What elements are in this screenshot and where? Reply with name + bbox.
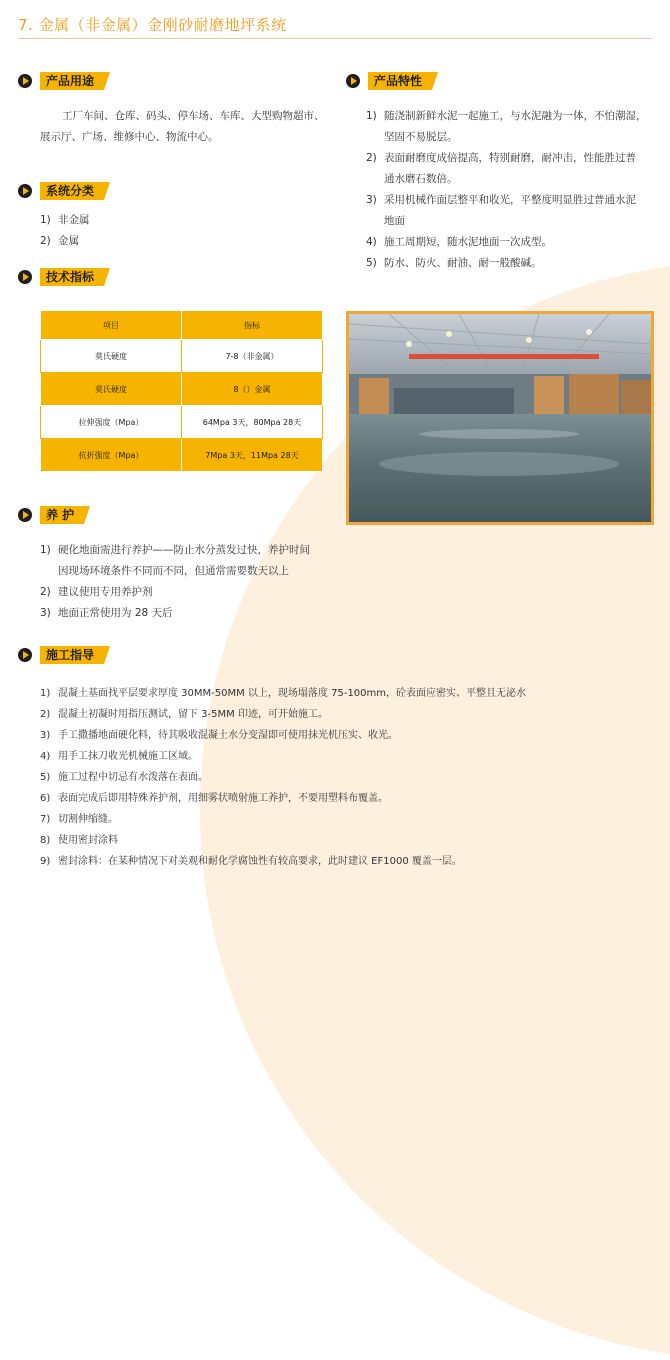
play-bullet-icon bbox=[18, 270, 32, 284]
title-divider bbox=[18, 38, 652, 39]
play-bullet-icon bbox=[18, 508, 32, 522]
table-row bbox=[41, 373, 323, 406]
list-item: 1) 混凝土基面找平层要求厚度 30MM-50MM 以上，现场塌落度 75-100mm，砼表面应密实、平整且无泌水 bbox=[40, 688, 527, 699]
section-construction-tag: 施工指导 bbox=[40, 646, 104, 664]
table-cell: 拉伸强度（Mpa） bbox=[41, 406, 182, 439]
list-item: 4) 施工周期短，随水泥地面一次成型。 bbox=[366, 236, 552, 248]
play-bullet-icon bbox=[346, 74, 360, 88]
factory-floor-photo bbox=[346, 311, 654, 525]
play-bullet-icon bbox=[18, 74, 32, 88]
section-classification-tag: 系统分类 bbox=[40, 182, 104, 200]
list-item: 6) 表面完成后即用特殊养护剂，用细雾状喷射施工养护，不要用塑料布覆盖。 bbox=[40, 793, 388, 804]
construction-list bbox=[40, 683, 650, 872]
table-cell: 莫氏硬度 bbox=[41, 340, 182, 373]
section-features-header bbox=[346, 72, 432, 90]
list-item: 8) 使用密封涂料 bbox=[40, 835, 118, 846]
usage-line-1: 工厂车间、仓库、码头、停车场、车库、大型购物超市、 bbox=[62, 110, 325, 122]
section-usage-header bbox=[18, 72, 104, 90]
list-item: 9) 密封涂料：在某种情况下对美观和耐化学腐蚀性有较高要求，此时建议 EF1000 覆盖一层。 bbox=[40, 856, 462, 867]
page-title: 7. 金属（非金属）金刚砂耐磨地坪系统 bbox=[18, 16, 287, 34]
list-item: 7) 切割伸缩缝。 bbox=[40, 814, 118, 825]
list-item-continuation: 坚固不易脱层。 bbox=[384, 131, 458, 143]
section-classification-header bbox=[18, 182, 104, 200]
table-header-row bbox=[41, 311, 323, 340]
section-tech-header bbox=[18, 268, 104, 286]
section-tech-tag: 技术指标 bbox=[40, 268, 104, 286]
table-cell: 抗折强度（Mpa） bbox=[41, 439, 182, 472]
list-item: 3) 手工撒播地面硬化料，待其吸收混凝土水分变湿即可使用抹光机压实、收光。 bbox=[40, 730, 398, 741]
list-item: 1) 硬化地面需进行养护——防止水分蒸发过快，养护时间 bbox=[40, 544, 310, 556]
list-item: 3) 地面正常使用为 28 天后 bbox=[40, 607, 173, 619]
list-item: 2) 建议使用专用养护剂 bbox=[40, 586, 153, 598]
list-item: 2) 金属 bbox=[40, 235, 79, 247]
features-list bbox=[366, 106, 656, 274]
table-cell: 8（）金属 bbox=[182, 373, 323, 406]
list-item: 2) 表面耐磨度成倍提高，特别耐磨，耐冲击，性能胜过普 bbox=[366, 152, 636, 164]
section-construction-header bbox=[18, 646, 104, 664]
list-item: 4) 用手工抹刀收光机械施工区域。 bbox=[40, 751, 198, 762]
section-maintenance-tag: 养 护 bbox=[40, 506, 84, 524]
tech-spec-table bbox=[40, 310, 323, 472]
play-bullet-icon bbox=[18, 184, 32, 198]
list-item-continuation: 通水磨石数倍。 bbox=[384, 173, 458, 185]
table-row bbox=[41, 340, 323, 373]
table-row bbox=[41, 439, 323, 472]
list-item: 2) 混凝土初凝时用指压测试，留下 3-5MM 印迹，可开始施工。 bbox=[40, 709, 328, 720]
usage-line-2: 展示厅、广场、维修中心、物流中心。 bbox=[40, 131, 219, 143]
table-cell: 7-8（非金属） bbox=[182, 340, 323, 373]
table-header-cell: 项目 bbox=[41, 311, 182, 340]
table-header-cell: 指标 bbox=[182, 311, 323, 340]
maintenance-list bbox=[40, 540, 360, 624]
warehouse-illustration bbox=[349, 314, 651, 522]
table-cell: 64Mpa 3天，80Mpa 28天 bbox=[182, 406, 323, 439]
play-bullet-icon bbox=[18, 648, 32, 662]
classification-list bbox=[40, 210, 320, 252]
section-features-tag: 产品特性 bbox=[368, 72, 432, 90]
list-item: 5) 防水、防火、耐油、耐一般酸碱。 bbox=[366, 257, 542, 269]
list-item: 3) 采用机械作面层整平和收光，平整度明显胜过普通水泥 bbox=[366, 194, 636, 206]
usage-text bbox=[40, 106, 340, 148]
table-cell: 莫氏硬度 bbox=[41, 373, 182, 406]
list-item: 5) 施工过程中切忌有水泼落在表面。 bbox=[40, 772, 208, 783]
section-usage-tag: 产品用途 bbox=[40, 72, 104, 90]
list-item-continuation: 因现场环境条件不同而不同，但通常需要数天以上 bbox=[58, 565, 289, 577]
table-row bbox=[41, 406, 323, 439]
list-item: 1) 非金属 bbox=[40, 214, 90, 226]
table-cell: 7Mpa 3天，11Mpa 28天 bbox=[182, 439, 323, 472]
list-item-continuation: 地面 bbox=[384, 215, 405, 227]
section-maintenance-header bbox=[18, 506, 84, 524]
list-item: 1) 随浇制新鲜水泥一起施工，与水泥融为一体，不怕潮湿， bbox=[366, 110, 647, 122]
